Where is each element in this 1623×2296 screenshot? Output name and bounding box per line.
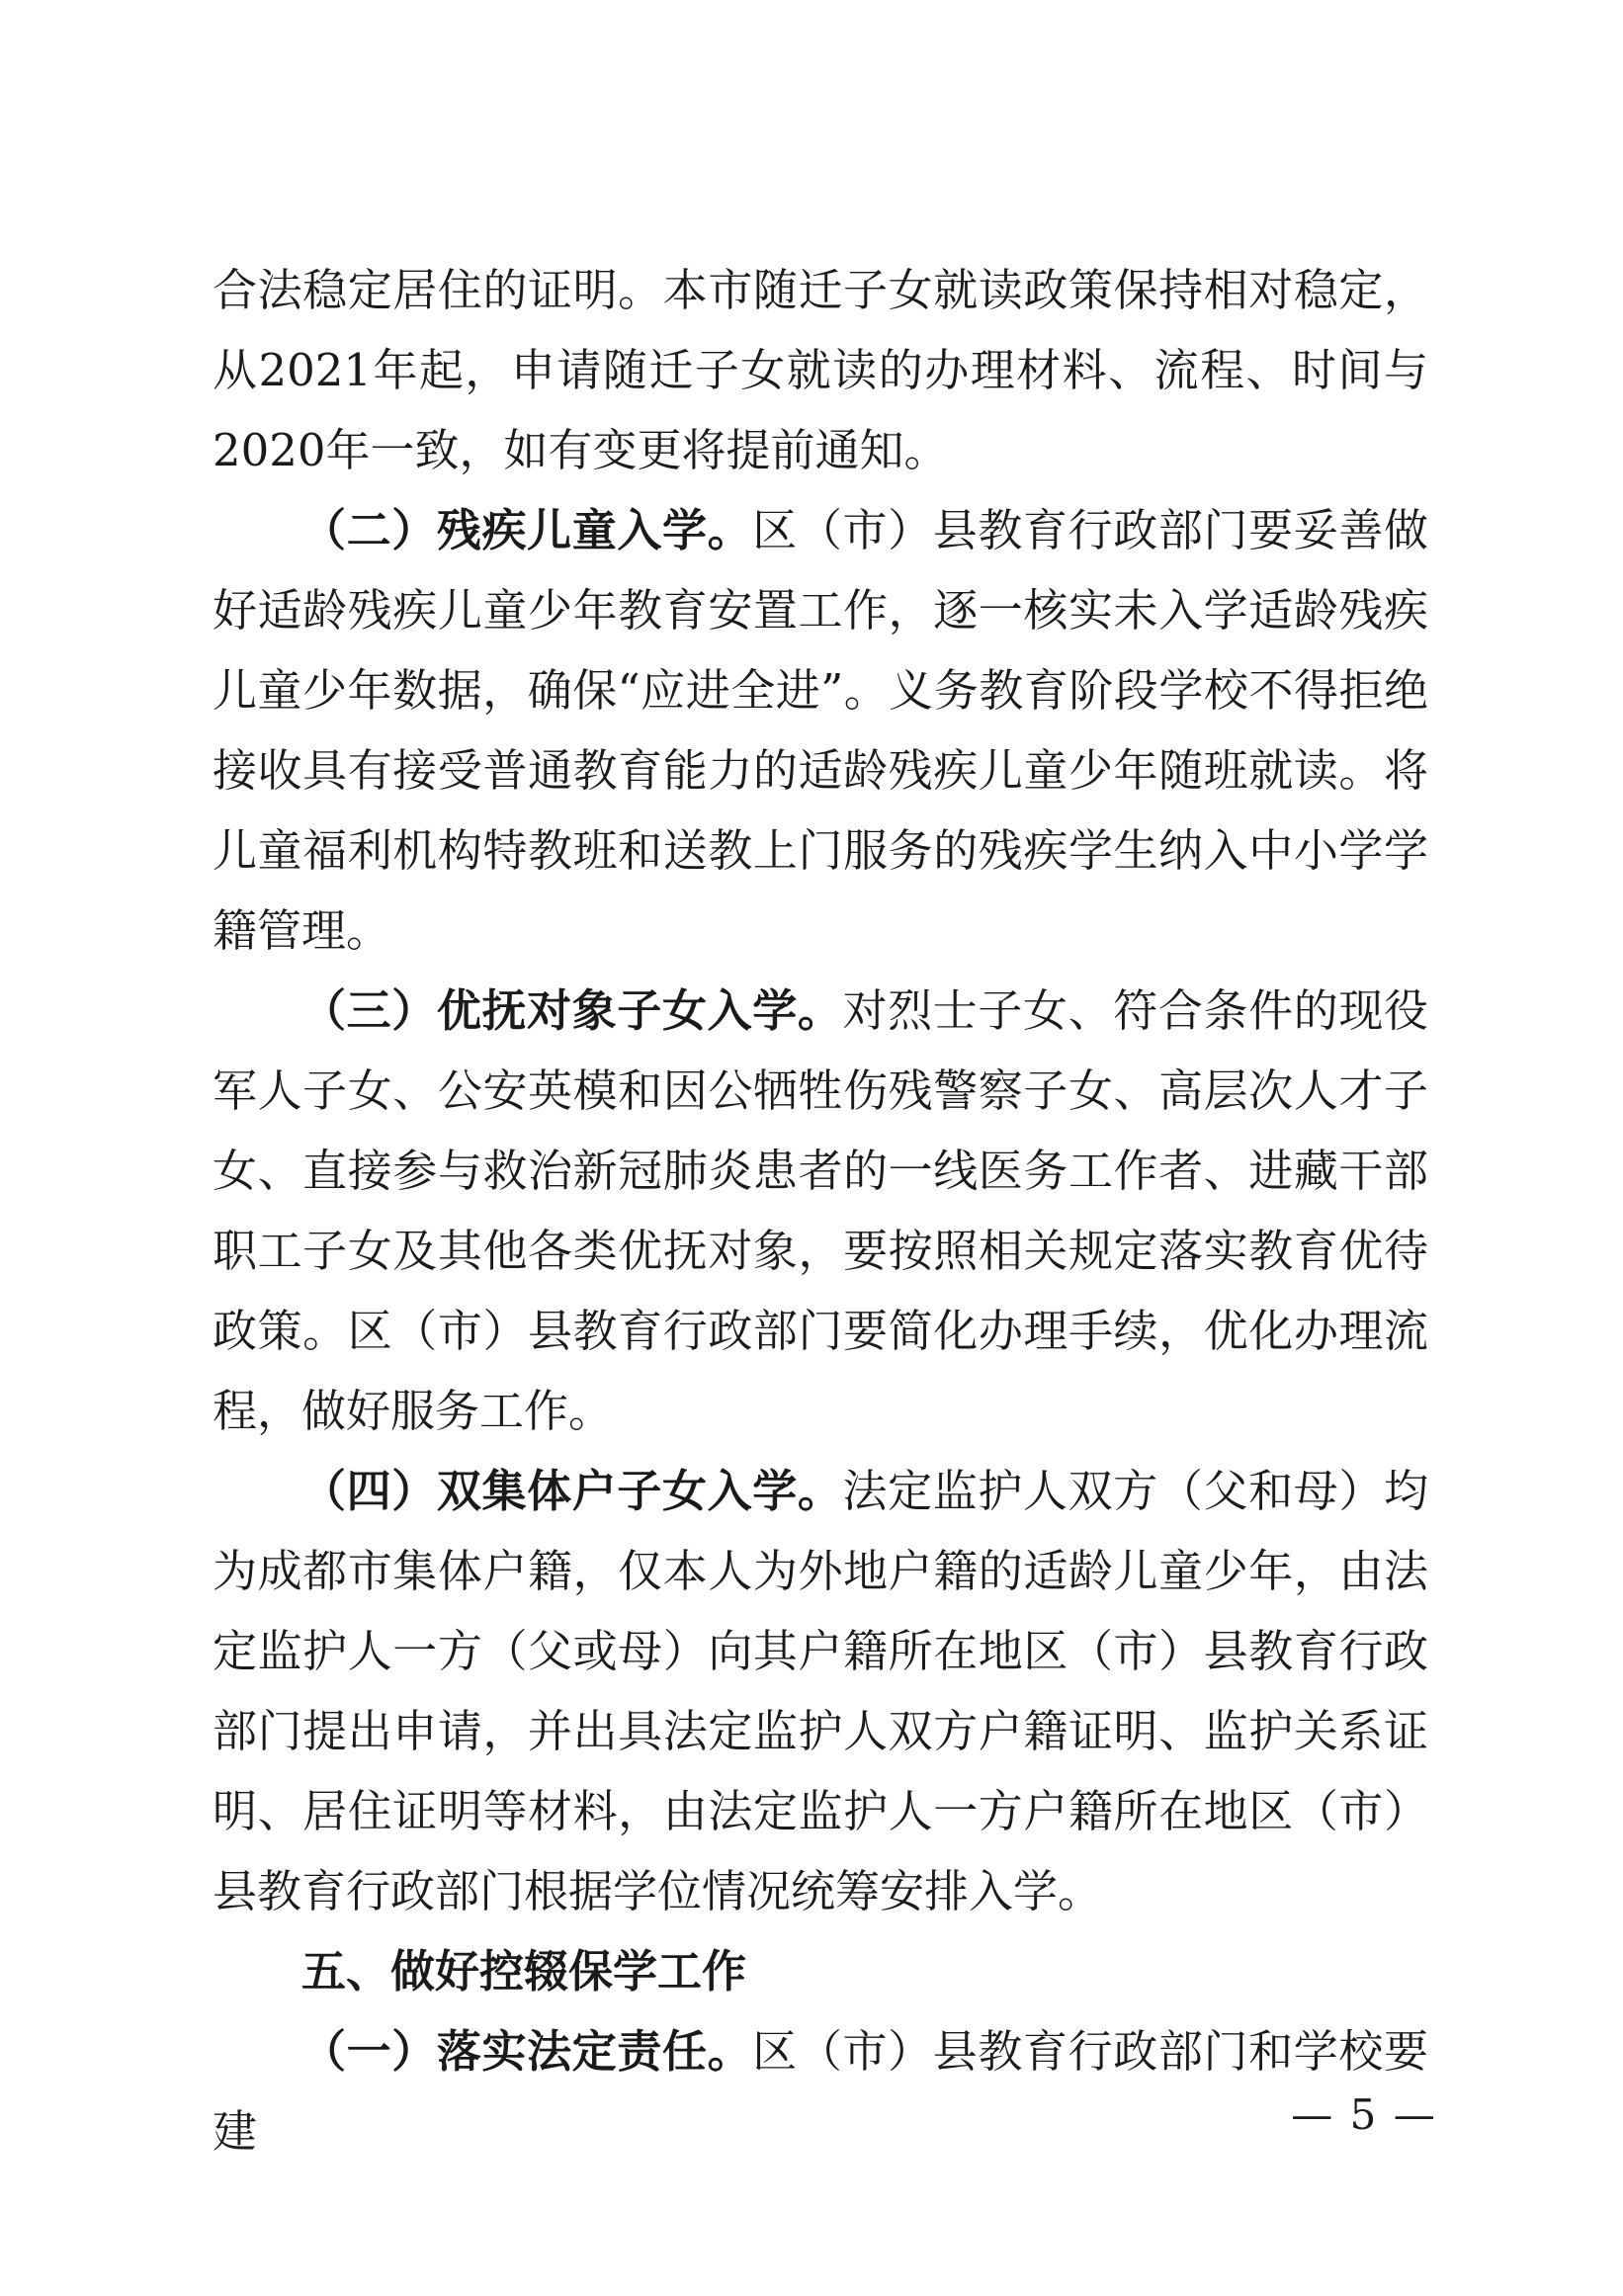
document-body — [213, 250, 1428, 2171]
paragraph-1 — [213, 250, 1428, 490]
paragraph-1-text: 合法稳定居住的证明。本市随迁子女就读政策保持相对稳定，从2021年起，申请随迁子女就读的办理材料、流程、时间与2020年一致，如有变更将提前通知。 — [213, 264, 1428, 476]
paragraph-collective-household-children — [213, 1451, 1428, 1931]
paragraph-legal-responsibility-text: 区（市）县教育行政部门和学校要建 — [213, 2025, 1428, 2158]
paragraph-disabled-children-text: 区（市）县教育行政部门要妥善做好适龄残疾儿童少年教育安置工作，逐一核实未入学适龄残疾儿童少年数据，确保“应进全进”。义务教育阶段学校不得拒绝接收具有接受普通教育能力的适龄残疾儿童少年随班就读。将儿童福利机构特教班和送教上门服务的残疾学生纳入中小学学籍管理。 — [213, 504, 1428, 957]
paragraph-disabled-children — [213, 490, 1428, 971]
paragraph-preferential-children — [213, 971, 1428, 1451]
paragraph-collective-household-heading: （四）双集体户子女入学。 — [301, 1465, 843, 1517]
paragraph-legal-responsibility-heading: （一）落实法定责任。 — [301, 2025, 753, 2078]
paragraph-preferential-children-text: 对烈士子女、符合条件的现役军人子女、公安英模和因公牺牲伤残警察子女、高层次人才子女、直接参与救治新冠肺炎患者的一线医务工作者、进藏干部职工子女及其他各类优抚对象，要按照相关规定落实教育优待政策。区（市）县教育行政部门要简化办理手续，优化办理流程，做好服务工作。 — [213, 984, 1428, 1437]
paragraph-collective-household-text: 法定监护人双方（父和母）均为成都市集体户籍，仅本人为外地户籍的适龄儿童少年，由法定监护人一方（父或母）向其户籍所在地区（市）县教育行政部门提出申请，并出具法定监护人双方户籍证明、监护关系证明、居住证明等材料，由法定监护人一方户籍所在地区（市）县教育行政部门根据学位情况统筹安排入学。 — [213, 1465, 1428, 1917]
section-heading-dropout-control: 五、做好控辍保学工作 — [301, 1945, 747, 1998]
page-number: — 5 — — [1291, 2090, 1437, 2139]
paragraph-preferential-children-heading: （三）优抚对象子女入学。 — [301, 984, 843, 1037]
paragraph-disabled-children-heading: （二）残疾儿童入学。 — [301, 504, 753, 556]
paragraph-legal-responsibility — [213, 2011, 1428, 2171]
